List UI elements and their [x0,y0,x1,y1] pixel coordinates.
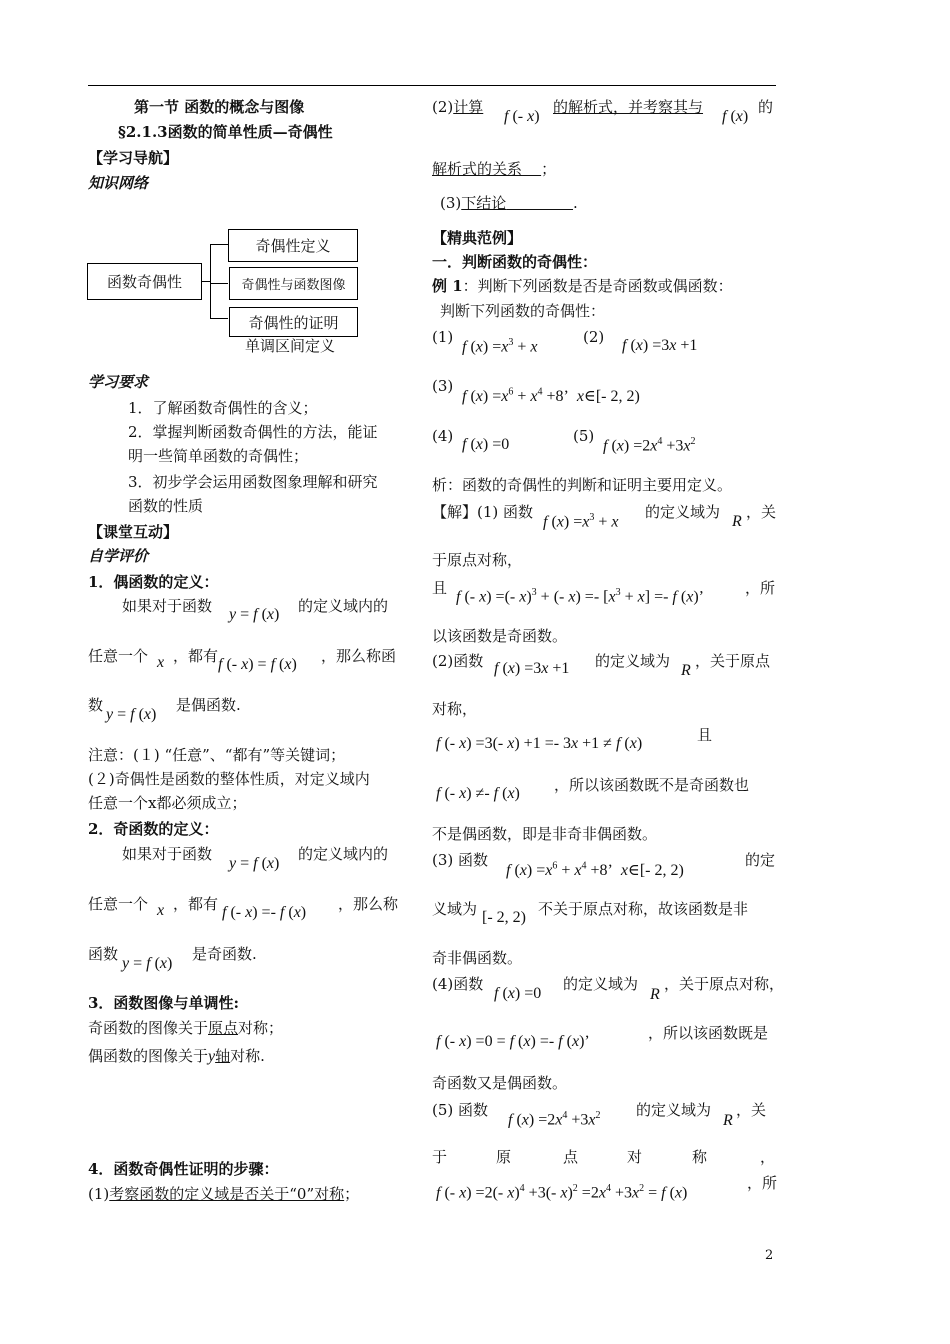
text: (3) [440,194,462,212]
solution-text: ，关 [746,503,777,521]
formula-R: R [732,513,742,530]
problem-number: (5) [573,427,595,445]
header-rule [88,85,776,86]
requirement-item-cont: 明一些简单函数的奇偶性； [128,447,309,465]
solution-text: ，所以该函数既是 [648,1024,769,1042]
text: 对称. [230,1047,265,1065]
formula-interval: [- 2, 2) [482,909,526,926]
odd-def-text: ，都有 [173,895,219,913]
formula-problem-4: f (x) =0 [462,436,510,453]
solution-text: 奇函数又是偶函数。 [432,1074,568,1092]
formula-sol2-proof2: f (- x) ≠- f (x) [436,785,520,802]
formula-problem-5: f $(x) =2x^4 +3x^2$ [603,436,696,455]
text: 的 [758,98,774,116]
formula-sol1-proof: f (- x) =(- x)$^3$ + (- $x) =- [x^3 + x] =- f$ (x)’ [456,587,704,606]
proof-step-3 [440,192,578,213]
study-requirements-heading: 学习要求 [88,373,149,391]
even-def-text: 如果对于函数 [122,597,213,615]
solution-text: 不是偶函数，即是非奇非偶函数。 [432,825,658,843]
solution-text: 点 [563,1148,579,1166]
even-def-text: 是偶函数. [176,696,241,714]
underlined-answer: 轴 [215,1047,231,1065]
solution-text: 原 [496,1148,512,1166]
diagram-branch-label: 奇偶性与函数图像 [241,278,346,293]
solution-text: 于 [432,1148,448,1166]
examples-heading: 【精典范例】 [432,229,523,247]
section-title: §2.1.3函数的简单性质—奇偶性 [118,123,333,141]
example-1-prompt [432,275,733,296]
text: ； [541,160,557,178]
example-label: 例 1 [432,277,463,295]
text: 奇函数的图像关于 [88,1019,209,1037]
problem-number: (3) [432,377,454,395]
solution-text: ，关于原点 [695,652,771,670]
study-nav-heading: 【学习导航】 [88,149,179,167]
diagram-connector [210,318,228,319]
formula-y-eq-fx: y = f (x) [229,855,280,872]
formula-problem-3: f $(x) =x^6 + x^4 +8$’ x∈[- 2, 2) [462,386,640,405]
solution-label: 【解】 [432,503,478,521]
note-line: (２)奇偶性是函数的整体性质，对定义域内 [88,770,370,788]
even-def-text: 的定义域内的 [298,597,389,615]
diagram-branch-proof [229,307,358,337]
diagram-connector [210,244,211,318]
formula-sol4-proof: f (- x) =0 = f (x) =- f (x)’ [436,1033,590,1050]
solution-text: ，所以该函数既不是奇函数也 [554,776,750,794]
solution-text: 对 [627,1148,643,1166]
examples-subheading: 一．判断函数的奇偶性： [432,253,598,271]
knowledge-net-heading: 知识网络 [88,174,149,192]
formula-problem-2: f (x) =3x +1 [622,337,698,354]
requirement-item: 2．掌握判断函数奇偶性的方法，能证 [128,423,378,441]
diagram-branch-graph [229,267,358,300]
text: (2) [432,98,454,116]
diagram-connector [210,283,228,284]
formula-sol3-f: f $(x) =x^6 + x^4 +8$’ x∈[- 2, 2) [506,860,684,879]
solution-text: (3) 函数 [432,851,489,869]
text: . [573,194,578,212]
formula-problem-1: f $(x) =x^3 + x$ [462,337,538,356]
text: ； [344,1185,360,1203]
underlined-answer: 考察函数的定义域是否关于“0”对称 [109,1185,345,1203]
solution-text: 的定义域为 [636,1101,712,1119]
formula-y-eq-fx: y = f (x) [229,606,280,623]
formula-R: R [681,662,691,679]
chapter-title: 第一节 函数的概念与图像 [134,98,305,116]
even-def-text: 任意一个 [88,647,149,665]
odd-def-text: 函数 [88,945,119,963]
problem-number: (1) [432,328,454,346]
solution-text: (4)函数 [432,975,484,993]
requirement-item: 1．了解函数奇偶性的含义； [128,399,318,417]
solution-text: 的定义域为 [595,652,671,670]
odd-def-text: 如果对于函数 [122,845,213,863]
problem-number: (2) [583,328,605,346]
self-eval-heading: 自学评价 [88,547,149,565]
formula-sol2-proof: f (- x) =3(- x) +1 =- 3x +1 ≠ f (x) [436,735,643,752]
solution-text: 且 [697,726,713,744]
formula-y-eq-fx: y = f (x) [106,706,157,723]
class-interaction-heading: 【课堂互动】 [88,523,179,541]
solution-text: 于原点对称， [432,551,523,569]
solution-text: (2)函数 [432,652,484,670]
odd-def-text: 是奇函数. [192,945,257,963]
problem-number: (4) [432,427,454,445]
formula-f-neg-x: f (- x) [504,108,540,125]
proof-step-2-cont [432,158,556,179]
diagram-root-label: 函数奇偶性 [106,273,182,291]
odd-function-heading: 2．奇函数的定义： [88,820,219,838]
solution-text: 奇非偶函数。 [432,949,523,967]
solution-text: (5) 函数 [432,1101,489,1119]
even-def-text: 数 [88,696,104,714]
formula-even-condition: f (- x) = f (x) [218,656,297,673]
proof-step-2 [432,96,483,117]
odd-def-text: 任意一个 [88,895,149,913]
solution-text: 的定义域为 [563,975,639,993]
solution-text: ，关 [736,1101,767,1119]
diagram-connector [210,244,228,245]
formula-sol5-proof: f (- x) =2(- x)$^4$ +3(- $x)^2 =2x^4 +3x^2 = f$ (x) [436,1183,688,1202]
example-1-sub: 判断下列函数的奇偶性： [440,302,606,320]
diagram-branch-label: 奇偶性的证明 [248,314,339,332]
solution-text: ，所 [747,1174,778,1192]
solution-text: 对称， [432,700,478,718]
note-line: 任意一个x都必须成立； [88,794,247,812]
formula-sol5-f: f $(x) =2x^4 +3x^2$ [508,1110,601,1129]
requirement-item-cont: 函数的性质 [128,497,204,515]
formula-x: x [157,654,165,671]
diagram-branch-definition [228,229,358,262]
solution-text: 不关于原点对称，故该函数是非 [538,900,749,918]
text: ：判断下列函数是否是奇函数或偶函数： [462,277,733,295]
diagram-branch-label: 奇偶性定义 [255,237,331,255]
diagram-root-box [87,263,202,300]
even-def-text: ，都有 [173,647,219,665]
underlined-answer: 下结论 [461,194,507,212]
solution-text: ，所 [745,579,776,597]
solution-text: ，关于原点对称， [664,975,785,993]
graph-symmetry-line [88,1017,283,1038]
requirement-item: 3．初步学会运用函数图象理解和研究 [128,473,378,491]
text: 对称； [238,1019,284,1037]
page-number: 2 [765,1248,774,1263]
solution-text: 义域为 [432,900,478,918]
formula-sol1-f: f $(x) =x^3 + x$ [543,512,619,531]
variable-y: y [208,1048,216,1065]
solution-text: 且 [432,579,448,597]
solution-text [432,501,533,522]
solution-text: ， [760,1148,776,1166]
even-function-heading: 1．偶函数的定义： [88,573,219,591]
diagram-branch-overflow-text: 单调区间定义 [245,337,336,355]
underlined-answer: 的解析式，并考察其与 [553,98,704,116]
underlined-answer: 计算 [453,98,484,116]
formula-R: R [723,1112,733,1129]
odd-def-text: 的定义域内的 [298,845,389,863]
even-def-text: ，那么称函 [321,647,397,665]
odd-def-text: ，那么称 [338,895,399,913]
underlined-answer: 解析式的关系 [432,160,523,178]
formula-R: R [650,986,660,1003]
graph-symmetry-line [88,1045,265,1066]
solution-text: 称 [692,1148,708,1166]
formula-sol4-f: f (x) =0 [494,985,542,1002]
text: (1) 函数 [477,503,534,521]
formula-x: x [157,902,165,919]
note-line: 注意：(１) “任意”、“都有”等关键词； [88,746,346,764]
text: 偶函数的图像关于 [88,1047,209,1065]
proof-step-1 [88,1183,359,1204]
formula-sol2-f: f (x) =3x +1 [494,660,570,677]
formula-y-eq-fx: y = f (x) [122,955,173,972]
solution-text: 的定义域为 [645,503,721,521]
proof-steps-heading: 4．函数奇偶性证明的步骤： [88,1160,279,1178]
formula-fx: f (x) [722,108,749,125]
graph-symmetry-heading: 3．函数图像与单调性: [88,994,239,1012]
formula-odd-condition: f (- x) =- f (x) [222,904,307,921]
text: (1) [88,1185,110,1203]
analysis-note: 析：函数的奇偶性的判断和证明主要用定义。 [432,476,733,494]
solution-text: 以该函数是奇函数。 [432,627,568,645]
underlined-answer: 原点 [208,1019,239,1037]
solution-text: 的定 [745,851,776,869]
